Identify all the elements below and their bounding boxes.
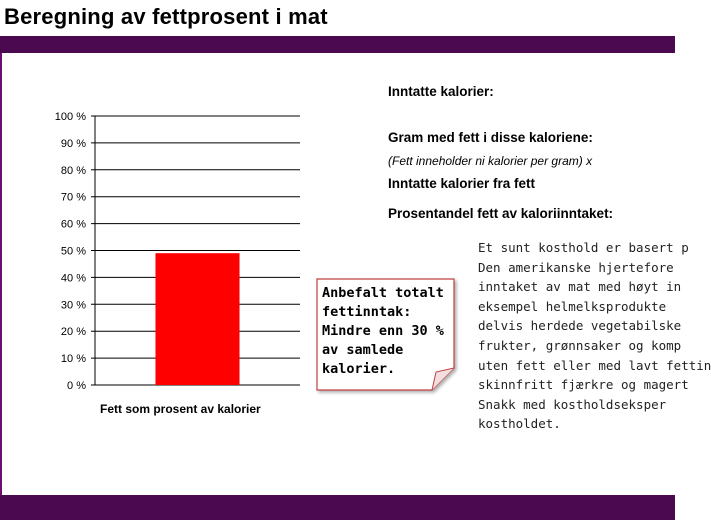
y-tick-label: 50 % — [60, 245, 86, 258]
info-line: eksempel helmelksprodukte — [478, 298, 667, 314]
callout-line: fettinntak: — [322, 304, 412, 320]
callout-line: kalorier. — [322, 361, 396, 377]
fat-grams-label: Gram med fett i disse kaloriene: — [388, 130, 593, 145]
info-line: delvis herdede vegetabilske — [478, 318, 682, 334]
fat-note-label: (Fett inneholder ni kalorier per gram) x — [388, 154, 593, 168]
info-line: uten fett eller med lavt fettin — [478, 357, 711, 373]
y-tick-label: 90 % — [60, 137, 86, 150]
info-line: inntaket av mat med høyt in — [478, 279, 682, 295]
recommendation-callout — [316, 278, 456, 392]
y-tick-label: 0 % — [67, 380, 86, 392]
footer-band — [0, 495, 675, 520]
info-line: Den amerikanske hjertefore — [478, 259, 674, 275]
header-band — [0, 36, 675, 53]
page-title: Beregning av fettprosent i mat — [4, 4, 328, 29]
calories-consumed-label: Inntatte kalorier: — [388, 84, 494, 99]
info-line: kostholdet. — [478, 416, 561, 432]
info-line: frukter, grønnsaker og komp — [478, 337, 682, 353]
y-tick-label: 70 % — [60, 191, 86, 204]
callout-line: Anbefalt totalt — [322, 285, 444, 301]
left-border — [0, 53, 2, 495]
y-tick-label: 10 % — [60, 353, 86, 366]
callout-text — [322, 284, 454, 379]
info-line: Et sunt kosthold er basert p — [478, 240, 689, 255]
fat-percent-label: Prosentandel fett av kaloriinntaket: — [388, 206, 614, 221]
chart-canvas — [30, 100, 310, 400]
y-tick-label: 20 % — [60, 326, 86, 339]
chart-bar — [155, 253, 239, 385]
y-tick-label: 40 % — [60, 272, 86, 285]
y-tick-label: 100 % — [54, 111, 86, 123]
calories-from-fat-label: Inntatte kalorier fra fett — [388, 176, 536, 191]
callout-line: Mindre enn 30 % — [322, 323, 444, 339]
callout-line: av samlede — [322, 342, 404, 358]
fat-percentage-chart — [30, 100, 310, 405]
y-tick-label: 80 % — [60, 164, 86, 177]
info-line: skinnfritt fjærkre og magert — [478, 377, 689, 393]
y-tick-label: 60 % — [60, 218, 86, 231]
chart-x-label: Fett som prosent av kalorier — [100, 402, 261, 416]
info-line: Snakk med kostholdseksper — [478, 396, 667, 412]
y-tick-label: 30 % — [60, 299, 86, 312]
info-paragraph — [478, 238, 711, 434]
